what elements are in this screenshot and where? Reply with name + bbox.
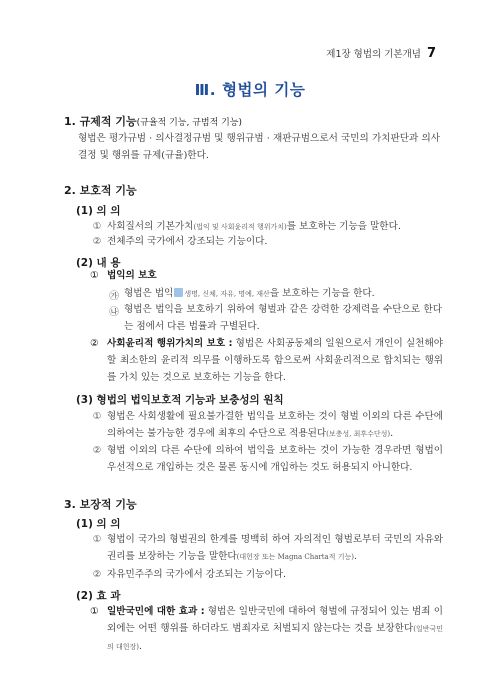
item-note: (대헌장 또는 Magna Charta적 기능) xyxy=(236,553,354,561)
subheading-effect: (2) 효 과 xyxy=(76,590,121,602)
subheading-meaning-2: (1) 의 의 xyxy=(76,518,121,530)
chapter-label: 제1장 형법의 기본개념 xyxy=(326,49,421,60)
highlight-mark xyxy=(174,288,183,297)
item-heading: 사회윤리적 행위가치의 보호 : xyxy=(107,338,233,349)
heading-protective-function: 2. 보호적 기능 xyxy=(64,184,137,197)
item-note: (일반국민의 대헌장) xyxy=(107,625,443,651)
item-marker: ② xyxy=(92,445,102,456)
list-item: 전체주의 국가에서 강조되는 기능이다. xyxy=(107,236,268,247)
item-note: (법익 및 사회윤리적 행위가치) xyxy=(193,223,287,231)
list-item: 자유민주주의 국가에서 강조되는 기능이다. xyxy=(107,569,287,580)
section-title: Ⅲ. 형법의 기능 xyxy=(194,81,306,99)
item-note: (보충성, 최후수단성) xyxy=(326,430,391,438)
item-marker: ㉮ xyxy=(109,291,119,302)
item-marker: ① xyxy=(90,606,99,617)
item-marker: ② xyxy=(92,569,102,580)
item-text: 사회질서의 기본가치 xyxy=(107,221,194,232)
item-heading: 법익의 보호 xyxy=(107,270,157,281)
item-marker: ① xyxy=(92,221,102,232)
item-marker: ① xyxy=(90,270,99,281)
subheading-subsidiarity: (3) 형법의 법익보호적 기능과 보충성의 원칙 xyxy=(76,394,284,406)
list-item: 형법 이외의 다른 수단에 의하여 법익을 보호하는 것이 가능한 경우라면 형법이 우선적으로 개입하는 것은 물론 동시에 개입하는 것도 허용되지 아니한다. xyxy=(107,445,443,473)
heading-note: (규율적 기능, 규범적 기능) xyxy=(136,118,243,128)
list-item xyxy=(107,408,443,443)
item-text: 형법은 사회생활에 필요불가결한 법익을 보호하는 것이 형벌 이외의 다른 수단에 의하여는 불가능한 경우에 최후의 수단으로 적용된다 xyxy=(107,411,443,439)
item-text: 형법은 일반국민에 대하여 형벌에 규정되어 있는 범죄 이외에는 어떤 행위를 하더라도 범죄자로 처벌되지 않는다는 것을 보장한다 xyxy=(107,606,443,634)
heading-regulatory-function xyxy=(64,113,242,129)
item-text: 을 보호하는 기능을 한다. xyxy=(269,288,375,299)
list-item: 형법은 법익을 보호하기 위하여 형벌과 같은 강력한 강제력을 수단으로 한다는 점에서 다른 법률과 구별된다. xyxy=(124,304,442,332)
item-text: 를 보호하는 기능을 말한다. xyxy=(286,221,401,232)
subheading-meaning: (1) 의 의 xyxy=(76,205,121,217)
item-text: . xyxy=(353,551,358,562)
item-text: . xyxy=(390,428,394,439)
item-text: 형법이 국가의 형벌권의 한계를 명백히 하여 자의적인 형벌로부터 국민의 자유와 권리를 보장하는 기능을 말한다 xyxy=(107,534,443,562)
subheading-content: (2) 내 용 xyxy=(76,257,121,269)
item-note: 생명, 신체, 자유, 명예, 재산 xyxy=(184,290,270,298)
paragraph-regulatory: 형법은 평가규범 · 의사결정규범 및 행위규범 · 재판규범으로서 국민의 가치판단과 의사결정 및 행위를 규제(규율)한다. xyxy=(78,133,440,161)
item-marker: ② xyxy=(90,338,99,349)
item-marker: ② xyxy=(92,236,102,247)
heading-guarantee-function: 3. 보장적 기능 xyxy=(64,498,137,511)
list-item xyxy=(107,603,443,656)
item-marker: ① xyxy=(92,534,102,545)
item-text: 형법은 사회공동체의 일원으로서 개인이 실천해야 할 최소한의 윤리적 의무를 이행하도록 함으로써 사회윤리적으로 합치되는 행위를 가치 있는 것으로 보호하는 기능을 한다. xyxy=(107,338,443,383)
list-item xyxy=(107,335,443,386)
item-marker: ① xyxy=(92,411,102,422)
heading-text: 1. 규제적 기능 xyxy=(64,115,137,128)
running-header xyxy=(326,46,436,61)
list-item xyxy=(107,531,443,566)
item-text: 형법은 법익 xyxy=(124,288,174,299)
item-heading: 일반국민에 대한 효과 : xyxy=(107,606,205,617)
page-number: 7 xyxy=(426,46,436,61)
item-text: . xyxy=(139,641,143,652)
item-marker: ㉯ xyxy=(109,307,119,318)
